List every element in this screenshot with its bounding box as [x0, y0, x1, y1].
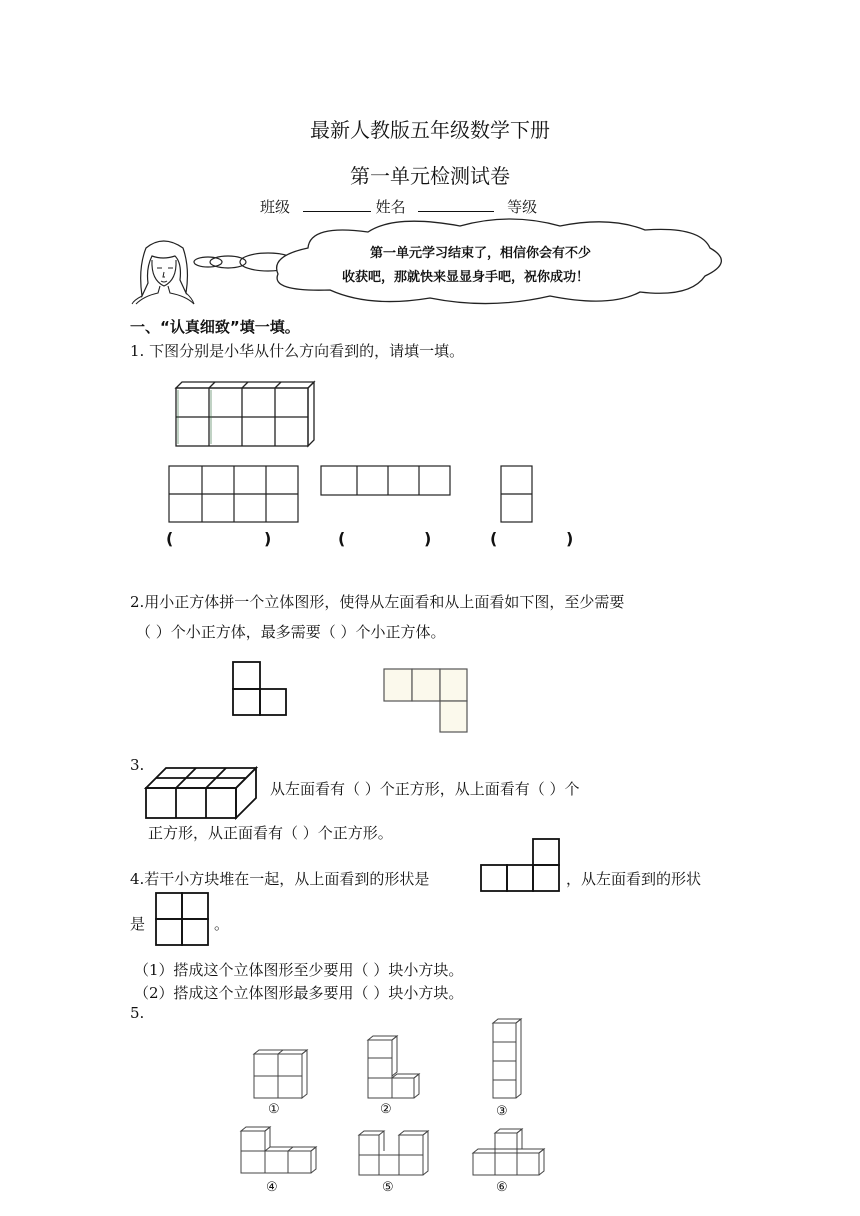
thought-cloud: [190, 218, 740, 308]
q3-line-2: 正方形，从正面看有（ ）个正方形。: [148, 824, 393, 842]
q5-label-6: ⑥: [496, 1180, 508, 1195]
cloud-line-1: 第一单元学习结束了，相信你会有不少: [370, 246, 592, 261]
q4-sub-1: （1）搭成这个立体图形至少要用（ ）块小方块。: [134, 961, 464, 979]
q1-answer-2[interactable]: [352, 531, 420, 549]
girl-illustration: [128, 238, 198, 306]
q1-text: 1. 下图分别是小华从什么方向看到的，请填一填。: [130, 342, 465, 360]
class-field[interactable]: [303, 197, 371, 212]
q2-line-1: 2.用小正方体拼一个立体图形，使得从左面看和从上面看如下图，至少需要: [130, 593, 625, 611]
q4-line-2a: 是: [130, 915, 146, 933]
q1-paren-close-1: ): [264, 529, 272, 548]
q2-left-view: [232, 661, 288, 717]
q5-figure-1: [250, 1048, 310, 1100]
q1-answer-3[interactable]: [504, 531, 562, 549]
name-field[interactable]: [418, 197, 494, 212]
q3-line-1: 从左面看有（ ）个正方形，从上面看有（ ）个: [270, 780, 580, 798]
q3-solid-figure: [144, 766, 260, 820]
q1-view-front: [168, 465, 300, 523]
q2-top-view: [383, 668, 469, 734]
q4-line-1a: 4.若干小方块堆在一起，从上面看到的形状是: [130, 870, 430, 888]
q4-left-view: [155, 892, 209, 946]
q3-number: 3.: [130, 756, 145, 774]
q1-solid-figure: [172, 380, 322, 450]
q4-sub-2: （2）搭成这个立体图形最多要用（ ）块小方块。: [134, 984, 464, 1002]
q5-label-2: ②: [380, 1102, 392, 1117]
q1-paren-open-2: (: [338, 529, 346, 548]
q5-label-1: ①: [268, 1102, 280, 1117]
q4-line-1b: ，从左面看到的形状: [566, 870, 702, 888]
q5-label-4: ④: [266, 1180, 278, 1195]
q1-view-top: [320, 465, 452, 497]
q5-number: 5.: [130, 1004, 145, 1022]
q5-figure-4: [238, 1126, 318, 1176]
q5-figure-2: [364, 1034, 422, 1100]
q2-line-2: （ ）个小正方体，最多需要（ ）个小正方体。: [136, 623, 446, 641]
info-row: [260, 196, 537, 217]
q1-paren-close-3: ): [566, 529, 574, 548]
name-label: 姓名: [375, 198, 406, 216]
grade-label: 等级: [507, 198, 538, 216]
q5-label-3: ③: [496, 1104, 508, 1119]
class-label: 班级: [260, 198, 291, 216]
q5-figure-5: [356, 1128, 432, 1178]
q1-answer-1[interactable]: [180, 531, 260, 549]
page-subtitle: 第一单元检测试卷: [350, 164, 510, 188]
q1-view-left: [500, 465, 534, 523]
q1-paren-close-2: ): [424, 529, 432, 548]
page-title: 最新人教版五年级数学下册: [310, 118, 550, 142]
q1-paren-open-3: (: [490, 529, 498, 548]
q4-top-view: [480, 838, 560, 893]
q4-line-2b: 。: [214, 915, 230, 933]
section-heading: 一、“认真细致”填一填。: [130, 318, 300, 336]
cloud-line-2: 收获吧，那就快来显显身手吧，祝你成功！: [342, 270, 590, 285]
q5-label-5: ⑤: [382, 1180, 394, 1195]
q1-paren-open-1: (: [166, 529, 174, 548]
q5-figure-3: [490, 1018, 524, 1100]
q5-figure-6: [470, 1128, 546, 1178]
